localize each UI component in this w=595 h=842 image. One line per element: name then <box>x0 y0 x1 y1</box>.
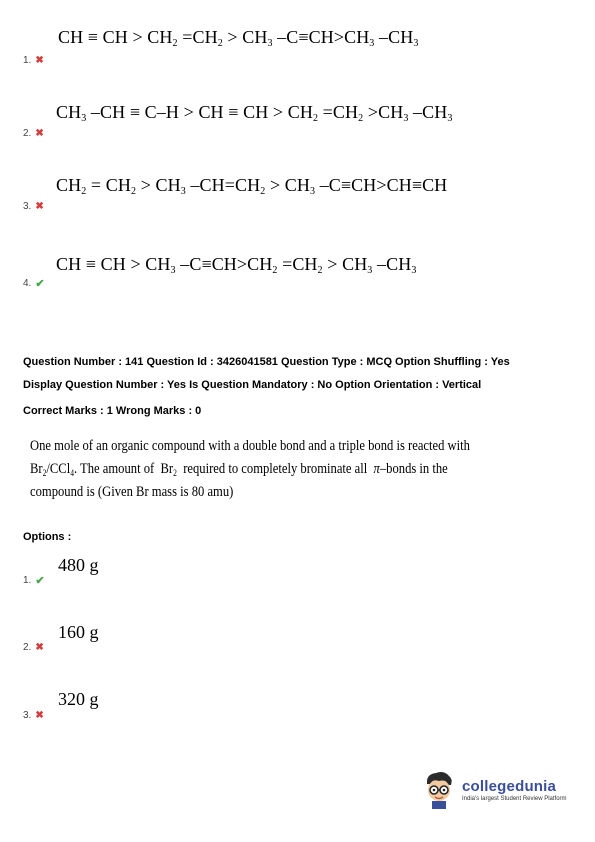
logo-text <box>462 778 567 802</box>
option-3-number: 3. ✖ <box>23 710 44 721</box>
collegedunia-logo <box>422 770 567 810</box>
prev-option-1-formula: CH ≡ CH > $CH_2 =CH_2 > CH_3$ $-C\equiv CH>CH_3$ $-CH_3$ <box>58 27 419 49</box>
mascot-icon <box>422 770 456 810</box>
prev-option-2-number: 2. ✖ <box>23 128 44 139</box>
question-meta-line-1: Question Number : 141 Question Id : 3426041581 Question Type : MCQ Option Shuffling : Yes <box>23 356 510 368</box>
prev-option-4-number: 4. ✔ <box>23 278 45 290</box>
check-icon: ✔ <box>35 575 45 587</box>
wrong-icon: ✖ <box>35 201 44 212</box>
prev-option-1-number: 1. ✖ <box>23 55 44 66</box>
option-1-text: 480 g <box>58 555 99 575</box>
prev-option-2-formula: $CH_3$ –CH ≡ C–H > CH ≡ CH > $CH_2 =CH_2 >CH_3$ $-CH_3$ <box>56 102 453 124</box>
prev-option-3-number: 3. ✖ <box>23 201 44 212</box>
wrong-icon: ✖ <box>35 710 44 721</box>
check-icon: ✔ <box>35 278 45 290</box>
question-text <box>30 435 470 504</box>
question-marks: Correct Marks : 1 Wrong Marks : 0 <box>23 405 202 417</box>
question-text-line-1: One mole of an organic compound with a double bond and a triple bond is reacted with <box>30 438 470 454</box>
wrong-icon: ✖ <box>35 55 44 66</box>
question-text-line-3: compound is (Given Br mass is 80 amu) <box>30 484 234 500</box>
question-meta-line-2: Display Question Number : Yes Is Question Mandatory : No Option Orientation : Vertical <box>23 379 482 391</box>
question-text-line-2: $Br_2/CCl_4$. The amount of $Br_2$ required to completely brominate all π–bonds in the <box>30 461 448 478</box>
option-1-number: 1. ✔ <box>23 575 45 587</box>
wrong-icon: ✖ <box>35 128 44 139</box>
options-label: Options : <box>23 531 72 543</box>
wrong-icon: ✖ <box>35 642 44 653</box>
logo-name: collegedunia <box>462 778 557 795</box>
option-3-text: 320 g <box>58 689 99 709</box>
option-2-number: 2. ✖ <box>23 642 44 653</box>
option-2-text: 160 g <box>58 622 99 642</box>
prev-option-4-formula: CH ≡ CH > $CH_3$ $-C\equiv CH>CH_2 =CH_2 > CH_3$ $-CH_3$ <box>56 254 417 276</box>
prev-option-3-formula: $CH_2 = CH_2 > CH_3$ $-CH=CH_2 > CH_3$ –C≡CH>CH≡CH <box>56 175 448 197</box>
logo-tagline: India's largest Student Review Platform <box>462 796 567 802</box>
